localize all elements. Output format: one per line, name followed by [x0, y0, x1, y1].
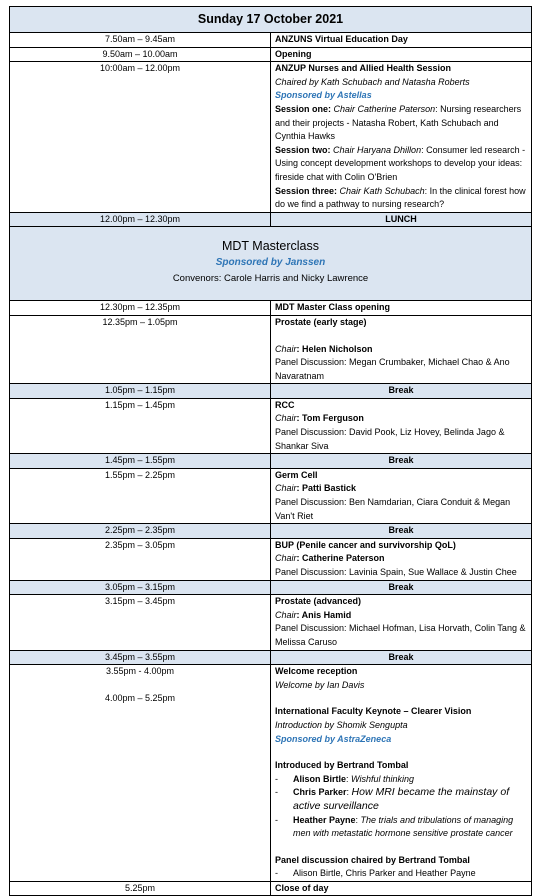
session-two: Session two: Chair Haryana Dhillon: Consumer led research - Using concept development workshops to develop your ideas: fireside chat with Colin O'Brien	[275, 144, 526, 182]
mdt-banner	[10, 227, 532, 301]
session-chair: Chair: Catherine Paterson	[275, 553, 385, 564]
welcome-time: 3.55pm - 4.00pm	[105, 666, 175, 677]
time-cell: 7.50am – 9.45am	[10, 33, 271, 48]
time-cell: 5.25pm	[10, 881, 271, 896]
program-row	[10, 398, 532, 453]
sponsor-text: Sponsored by Astellas	[275, 90, 372, 101]
mdt-sponsor: Sponsored by Janssen	[215, 257, 326, 269]
time-cell	[10, 665, 271, 882]
session-cell	[271, 62, 532, 213]
lunch-label: LUNCH	[271, 212, 532, 227]
program-row	[10, 62, 532, 213]
program-row	[10, 315, 532, 383]
speaker-item: - Alison Birtle: Wishful thinking	[275, 773, 414, 784]
program-row	[10, 538, 532, 580]
session-title: BUP (Penile cancer and survivorship QoL)	[275, 539, 456, 550]
time-cell: 1.45pm – 1.55pm	[10, 454, 271, 469]
session-chair: Chair: Patti Bastick	[275, 483, 357, 494]
session-cell	[271, 398, 532, 453]
time-cell: 1.55pm – 2.25pm	[10, 468, 271, 523]
welcome-by: Welcome by Ian Davis	[275, 679, 365, 690]
keynote-intro: Introduction by Shomik Sengupta	[275, 719, 408, 730]
session-title: Opening	[271, 47, 532, 62]
time-cell: 1.05pm – 1.15pm	[10, 384, 271, 399]
time-cell: 2.35pm – 3.05pm	[10, 538, 271, 580]
speaker-item: - Chris Parker: How MRI became the mainstay of active surveillance	[275, 786, 510, 812]
session-cell	[271, 538, 532, 580]
break-label: Break	[271, 650, 532, 665]
session-chair: Chair: Anis Hamid	[275, 609, 352, 620]
introduced-by: Introduced by Bertrand Tombal	[275, 760, 409, 771]
break-label: Break	[271, 384, 532, 399]
program-table	[9, 6, 532, 896]
mdt-convenors: Convenors: Carole Harris and Nicky Lawrence	[172, 273, 369, 285]
time-cell: 12.35pm – 1.05pm	[10, 315, 271, 383]
session-cell	[271, 665, 532, 882]
speaker-item: - Heather Payne: The trials and tribulations of managing men with metastatic hormone sensitive prostate cancer	[275, 814, 514, 839]
session-chair: Chair: Helen Nicholson	[275, 343, 373, 354]
time-cell: 12.30pm – 12.35pm	[10, 301, 271, 316]
session-title: RCC	[275, 399, 295, 410]
keynote-time: 4.00pm – 5.25pm	[104, 692, 176, 703]
program-row	[10, 468, 532, 523]
session-title: Prostate (early stage)	[275, 316, 367, 327]
day-title: Sunday 17 October 2021	[10, 7, 532, 33]
keynote-title: International Faculty Keynote – Clearer Vision	[275, 706, 472, 717]
time-cell: 12.00pm – 12.30pm	[10, 212, 271, 227]
break-row	[10, 650, 532, 665]
day-header	[10, 7, 532, 33]
break-row	[10, 454, 532, 469]
time-cell: 3.15pm – 3.45pm	[10, 595, 271, 650]
break-label: Break	[271, 454, 532, 469]
program-row	[10, 881, 532, 896]
panel-discussion: Panel Discussion: Lavinia Spain, Sue Wallace & Justin Chee	[275, 567, 517, 577]
time-cell: 1.15pm – 1.45pm	[10, 398, 271, 453]
panel-discussion: Panel Discussion: Michael Hofman, Lisa Horvath, Colin Tang & Melissa Caruso	[275, 623, 526, 647]
program-row	[10, 33, 532, 48]
program-row	[10, 301, 532, 316]
session-one: Session one: Chair Catherine Paterson: Nursing researchers and their projects - Natasha Robert, Kath Schubach and Cynthia Hawks	[275, 103, 522, 142]
time-cell: 9.50am – 10.00am	[10, 47, 271, 62]
session-title: Close of day	[271, 881, 532, 896]
time-cell: 10:00am – 12.00pm	[10, 62, 271, 213]
break-row	[10, 524, 532, 539]
session-cell	[271, 468, 532, 523]
panel-title: Panel discussion chaired by Bertrand Tombal	[275, 854, 470, 865]
time-cell: 3.05pm – 3.15pm	[10, 580, 271, 595]
session-title: ANZUP Nurses and Allied Health Session	[275, 63, 452, 74]
program-row	[10, 47, 532, 62]
program-row	[10, 595, 532, 650]
session-title: MDT Master Class opening	[271, 301, 532, 316]
welcome-title: Welcome reception	[275, 666, 358, 677]
session-three: Session three: Chair Kath Schubach: In the clinical forest how do we find a pathway to nursing research?	[275, 185, 526, 210]
session-cell	[271, 315, 532, 383]
panel-discussion: Panel Discussion: Ben Namdarian, Ciara Conduit & Megan Van't Riet	[275, 497, 511, 521]
session-title: Germ Cell	[275, 469, 318, 480]
keynote-sponsor: Sponsored by AstraZeneca	[275, 733, 392, 744]
break-row	[10, 580, 532, 595]
session-title: ANZUNS Virtual Education Day	[271, 33, 532, 48]
break-label: Break	[271, 524, 532, 539]
time-cell: 2.25pm – 2.35pm	[10, 524, 271, 539]
break-row	[10, 384, 532, 399]
session-cell	[271, 595, 532, 650]
panel-names-item: - Alison Birtle, Chris Parker and Heather Payne	[275, 868, 476, 879]
session-chairs: Chaired by Kath Schubach and Natasha Roberts	[275, 76, 470, 87]
panel-discussion: Panel Discussion: David Pook, Liz Hovey, Belinda Jago & Shankar Siva	[275, 427, 505, 451]
time-cell: 3.45pm – 3.55pm	[10, 650, 271, 665]
mdt-title: MDT Masterclass	[221, 239, 319, 254]
break-label: Break	[271, 580, 532, 595]
session-title: Prostate (advanced)	[275, 596, 362, 607]
program-row	[10, 665, 532, 882]
panel-discussion: Panel Discussion: Megan Crumbaker, Michael Chao & Ano Navaratnam	[275, 357, 510, 381]
session-chair: Chair: Tom Ferguson	[275, 413, 364, 424]
lunch-row	[10, 212, 532, 227]
